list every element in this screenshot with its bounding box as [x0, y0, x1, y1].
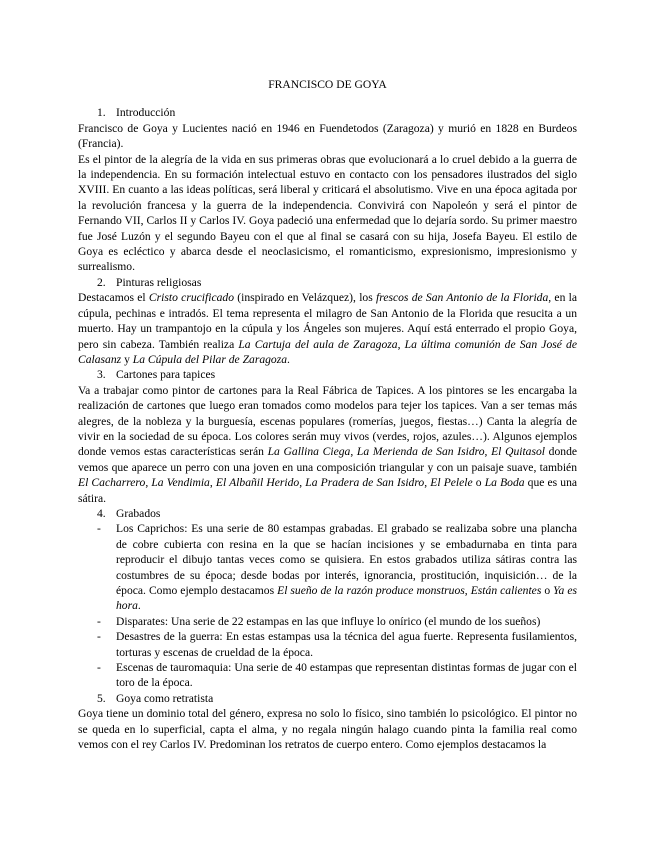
artwork-title: Están calientes	[470, 584, 542, 597]
list-item-disparates: - Disparates: Una serie de 22 estampas en las que influye lo onírico (el mundo de los sueños)	[97, 614, 541, 628]
section-title: Pinturas religiosas	[116, 275, 202, 289]
list-item-desastres: - Desastres de la guerra: En estas estampas usa la técnica del agua fuerte. Representa fusilamientos, torturas y escenas de crueldad de la época.	[97, 630, 577, 659]
section-title: Introducción	[116, 106, 176, 120]
section-heading-retratista	[78, 691, 577, 706]
section-number: 3.	[97, 368, 106, 382]
artwork-title: El Quitasol	[491, 445, 546, 459]
grabados-list	[78, 521, 577, 690]
dash-bullet: -	[97, 630, 101, 644]
artwork-title: La última comunión de San José de Calasanz	[78, 337, 577, 366]
list-item-tauromaquia: - Escenas de tauromaquia: Una serie de 40 estampas que representan distintas formas de jugar con el toro de la época.	[97, 661, 577, 690]
section-number: 1.	[97, 106, 106, 120]
cartones-paragraph: Va a trabajar como pintor de cartones para la Real Fábrica de Tapices. A los pintores se les encargaba la realización de cartones que luego eran tomados como modelos para tejer los tapices. Van a ser temas más alegres, de la nobleza y la burguesía, escenas populares (romerías, juegos, fiestas…) Canta la alegría de vivir en la sociedad de su época. Los colores serán muy vivos (verdes, rojos, azules…). Algunos ejemplos donde vemos estas características serán La Gallina Ciega, La Merienda de San Isidro, El Quitasol donde vemos que aparece un perro con una joven en una composición triangular y con un paisaje suave, también El Cacharrero, La Vendimia, El Albañil Herido, La Pradera de San Isidro, El Pelele o La Boda que es una sátira.	[78, 383, 578, 505]
section-heading-pinturas-religiosas	[78, 275, 577, 290]
page-title: FRANCISCO DE GOYA	[268, 78, 387, 91]
artwork-title: La Gallina Ciega	[267, 445, 351, 459]
artwork-title: La Vendimia	[151, 476, 210, 490]
artwork-title: La Cúpula del Pilar de Zaragoza	[132, 352, 288, 366]
artwork-title: El Albañil Herido	[215, 476, 300, 490]
section-number: 4.	[97, 506, 106, 520]
section-heading-introduccion	[78, 105, 577, 120]
intro-paragraph-2: Es el pintor de la alegría de la vida en sus primeras obras que evolucionará a lo cruel debido a la guerra de la independencia. En su formación intelectual estuvo en contacto con los pensadores ilustrados del siglo XVIII. En cuanto a las ideas políticas, será liberal y criticará el absolutismo. Vive en una época agitada por la revolución francesa y la guerra de la independencia. Convivirá con Napoleón y será el pintor de Fernando VII, Carlos II y Carlos IV. Goya padeció una enfermedad que lo dejaría sordo. Su primer maestro fue José Luzón y el segundo Bayeu con el que al final se casará con su hija, Josefa Bayeu. El estilo de Goya es ecléctico y abarca desde el neoclasicismo, el romanticismo, expresionismo, impresionismo y surrealismo.	[78, 152, 577, 274]
artwork-title: La Cartuja del aula de Zaragoza	[238, 337, 398, 351]
artwork-title: Ya es hora	[116, 584, 578, 613]
section-number: 2.	[97, 275, 106, 289]
religiosas-paragraph: Destacamos el Cristo crucificado (inspirado en Velázquez), los frescos de San Antonio de la Florida, en la cúpula, pechinas e intradós. El tema representa el milagro de San Antonio de la Florida que resucita a un muerto. Hay un trampantojo en la cúpula y los Ángeles son mujeres. Aquí está enterrado el propio Goya, pero sin cabeza. También realiza La Cartuja del aula de Zaragoza, La última comunión de San José de Calasanz y La Cúpula del Pilar de Zaragoza.	[78, 291, 578, 366]
list-item-caprichos: - Los Caprichos: Es una serie de 80 estampas grabadas. El grabado se realizaba sobre una plancha de cobre cubierta con resina en la que se hacían incisiones y se embadurnaba en tinta para reproducir el dibujo tantas veces como se quisiera. En estos grabados utiliza sátiras contra las costumbres de su época; desde bodas por interés, ignorancia, prostitución, inquisición… de la época. Como ejemplo destacamos El sueño de la razón produce monstruos, Están calientes o Ya es hora.	[97, 522, 578, 613]
section-title: Goya como retratista	[116, 691, 214, 705]
artwork-title: La Pradera de San Isidro	[305, 476, 425, 490]
section-number: 5.	[97, 691, 106, 705]
dash-bullet: -	[97, 614, 101, 628]
artwork-title: La Boda	[484, 476, 525, 490]
dash-bullet: -	[97, 522, 101, 536]
artwork-title: El Cacharrero	[78, 476, 146, 490]
section-heading-grabados	[78, 506, 577, 521]
artwork-title: El sueño de la razón produce monstruos	[277, 584, 465, 597]
artwork-title: El Pelele	[430, 476, 473, 490]
artwork-title: La Merienda de San Isidro	[356, 445, 485, 459]
artwork-title: frescos de San Antonio de la Florida	[376, 291, 549, 305]
section-title: Cartones para tapices	[116, 368, 216, 382]
retratista-paragraph: Goya tiene un dominio total del género, expresa no solo lo físico, sino también lo psicológico. El pintor no se queda en lo superficial, capta el alma, y no regala ningún halago cuando pinta la familia real como vemos con el rey Carlos IV. Predominan los retratos de cuerpo entero. Como ejemplos destacamos la	[78, 707, 577, 752]
section-title: Grabados	[116, 506, 161, 520]
artwork-title: Cristo crucificado	[148, 291, 234, 305]
dash-bullet: -	[97, 661, 101, 675]
section-heading-cartones	[78, 367, 577, 382]
intro-paragraph-1: Francisco de Goya y Lucientes nació en 1946 en Fuendetodos (Zaragoza) y murió en 1828 en Burdeos (Francia).	[78, 121, 577, 151]
